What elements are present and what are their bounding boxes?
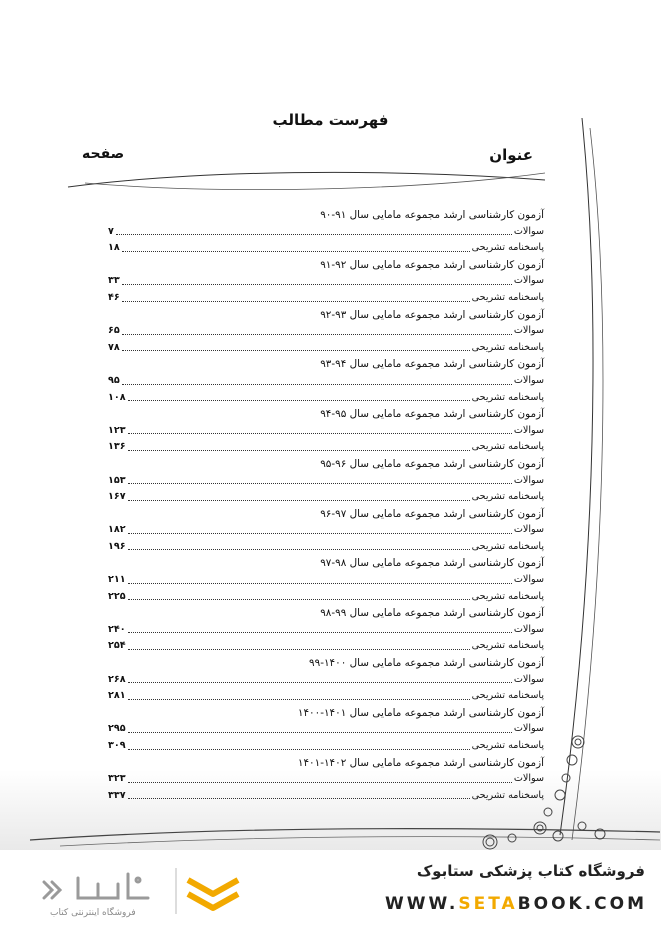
toc-section-heading: آزمون کارشناسی ارشد مجموعه مامایی سال ۱۴۰۲-۱۴۰۱ <box>297 756 544 769</box>
dot-leader <box>128 732 512 733</box>
dot-leader <box>122 251 470 252</box>
dot-leader <box>128 782 512 783</box>
dot-leader <box>128 483 512 484</box>
toc-entry <box>108 390 544 407</box>
dot-leader <box>128 749 470 750</box>
toc-page-number: ۳۳۷ <box>108 789 126 801</box>
toc-entry <box>108 240 544 257</box>
toc-entry-label: پاسخنامه تشریحی <box>471 740 544 751</box>
toc-entry-label: سوالات <box>513 723 544 735</box>
toc-entry-label: پاسخنامه تشریحی <box>471 590 544 602</box>
column-header-page: صفحه <box>82 146 125 162</box>
dot-leader <box>122 334 512 335</box>
toc-entry-label: سوالات <box>513 424 544 436</box>
toc-section-heading: آزمون کارشناسی ارشد مجموعه مامایی سال ۹۶-۹۵ <box>320 457 544 470</box>
toc-entry <box>108 522 544 539</box>
toc-entry <box>108 340 544 357</box>
toc-entry <box>108 423 544 440</box>
toc-entry-label: سوالات <box>513 225 544 237</box>
toc-section-heading: آزمون کارشناسی ارشد مجموعه مامایی سال ۹۳-۹۲ <box>320 308 544 321</box>
dot-leader <box>128 450 470 451</box>
dot-leader <box>122 301 470 302</box>
toc-page-number: ۳۰۹ <box>108 740 126 751</box>
toc-page-number: ۱۶۷ <box>108 491 126 503</box>
toc-section-heading: آزمون کارشناسی ارشد مجموعه مامایی سال ۹۷-۹۶ <box>320 507 544 520</box>
toc-entry-label: سوالات <box>513 673 544 685</box>
dot-leader <box>128 583 512 584</box>
dot-leader <box>128 433 512 434</box>
toc-page-number: ۲۸۱ <box>108 690 126 702</box>
store-url-prefix: WWW. <box>385 894 459 914</box>
toc-page-number: ۹۵ <box>108 374 120 386</box>
toc-page-number: ۲۵۴ <box>108 640 126 652</box>
toc-entry <box>108 489 544 506</box>
toc-page-number: ۲۴۰ <box>108 623 126 635</box>
table-of-contents <box>108 207 544 804</box>
store-url-accent: SETA <box>458 894 518 914</box>
toc-entry-label: پاسخنامه تشریحی <box>471 242 544 254</box>
toc-entry <box>108 373 544 390</box>
toc-entry-label: سوالات <box>513 374 544 386</box>
toc-section-heading: آزمون کارشناسی ارشد مجموعه مامایی سال ۹۱-۹۰ <box>320 209 544 221</box>
toc-entry-label: پاسخنامه تشریحی <box>471 640 544 652</box>
toc-entry <box>108 323 544 340</box>
toc-page-number: ۱۸ <box>108 242 120 254</box>
toc-page-number: ۷ <box>108 225 114 237</box>
toc-page-number: ۲۶۸ <box>108 673 126 685</box>
dot-leader <box>116 234 512 235</box>
store-url-suffix: BOOK.COM <box>517 894 647 914</box>
toc-entry-label: پاسخنامه تشریحی <box>471 789 544 801</box>
toc-entry <box>108 439 544 456</box>
toc-page-number: ۱۲۳ <box>108 424 126 436</box>
toc-section-heading: آزمون کارشناسی ارشد مجموعه مامایی سال ۹۵-۹۴ <box>320 408 544 421</box>
dot-leader <box>122 284 512 285</box>
toc-entry <box>108 788 544 805</box>
dot-leader <box>128 549 470 550</box>
toc-entry-label: پاسخنامه تشریحی <box>471 341 544 353</box>
toc-entry-label: سوالات <box>513 773 544 785</box>
toc-entry <box>108 572 544 589</box>
logo-subtitle: فروشگاه اینترنتی کتاب <box>50 908 136 918</box>
store-url[interactable] <box>385 894 647 914</box>
toc-entry <box>108 738 544 755</box>
page-title: فهرست مطالب <box>272 111 389 129</box>
toc-page-number: ۲۱۱ <box>108 574 126 586</box>
toc-entry-label: سوالات <box>513 623 544 635</box>
dot-leader <box>128 699 470 700</box>
dot-leader <box>128 798 470 799</box>
toc-entry-label: پاسخنامه تشریحی <box>471 690 544 702</box>
toc-entry <box>108 539 544 556</box>
toc-page-number: ۱۸۲ <box>108 524 126 536</box>
toc-entry-label: پاسخنامه تشریحی <box>471 491 544 503</box>
dot-leader <box>128 500 470 501</box>
dot-leader <box>128 400 470 401</box>
toc-entry <box>108 224 544 241</box>
dot-leader <box>128 599 470 600</box>
toc-page-number: ۴۶ <box>108 291 120 303</box>
toc-entry <box>108 589 544 606</box>
dot-leader <box>128 632 512 633</box>
column-header-title: عنوان <box>489 146 533 164</box>
toc-entry <box>108 290 544 307</box>
toc-page-number: ۱۵۳ <box>108 474 126 486</box>
toc-entry-label: سوالات <box>513 524 544 536</box>
toc-page-number: ۶۵ <box>108 325 120 337</box>
toc-entry-label: سوالات <box>513 574 544 586</box>
toc-section-heading: آزمون کارشناسی ارشد مجموعه مامایی سال ۱۴۰۰-۹۹ <box>309 657 544 670</box>
toc-section-heading: آزمون کارشناسی ارشد مجموعه مامایی سال ۹۸-۹۷ <box>320 557 544 570</box>
dot-leader <box>122 384 512 385</box>
store-name: فروشگاه کتاب پزشکی ستابوک <box>416 862 645 880</box>
toc-section-heading: آزمون کارشناسی ارشد مجموعه مامایی سال ۹۴-۹۳ <box>320 358 544 371</box>
toc-page-number: ۱۹۶ <box>108 540 126 552</box>
toc-entry <box>108 273 544 290</box>
toc-section-heading: آزمون کارشناسی ارشد مجموعه مامایی سال ۹۲-۹۱ <box>320 258 544 271</box>
toc-entry <box>108 672 544 689</box>
toc-page-number: ۲۹۵ <box>108 723 126 735</box>
toc-entry-label: سوالات <box>513 325 544 337</box>
toc-section-heading: آزمون کارشناسی ارشد مجموعه مامایی سال ۱۴۰۱-۱۴۰۰ <box>297 706 544 719</box>
toc-page-number: ۳۳ <box>108 275 120 287</box>
toc-entry-label: سوالات <box>513 275 544 287</box>
dot-leader <box>128 649 470 650</box>
toc-page-number: ۱۳۶ <box>108 441 126 453</box>
toc-page-number: ۷۸ <box>108 341 120 353</box>
dot-leader <box>122 350 470 351</box>
toc-entry <box>108 771 544 788</box>
toc-entry <box>108 473 544 490</box>
toc-entry-label: پاسخنامه تشریحی <box>471 391 544 403</box>
toc-entry <box>108 622 544 639</box>
toc-entry <box>108 638 544 655</box>
toc-entry-label: پاسخنامه تشریحی <box>471 441 544 453</box>
toc-page-number: ۱۰۸ <box>108 391 126 403</box>
toc-entry-label: پاسخنامه تشریحی <box>471 540 544 552</box>
toc-entry-label: سوالات <box>513 474 544 486</box>
toc-entry <box>108 688 544 705</box>
dot-leader <box>128 533 512 534</box>
toc-section-heading: آزمون کارشناسی ارشد مجموعه مامایی سال ۹۹-۹۸ <box>320 607 544 620</box>
toc-page-number: ۲۲۵ <box>108 590 126 602</box>
toc-entry-label: پاسخنامه تشریحی <box>471 291 544 303</box>
toc-page-number: ۳۲۳ <box>108 773 126 785</box>
dot-leader <box>128 682 512 683</box>
toc-entry <box>108 721 544 738</box>
